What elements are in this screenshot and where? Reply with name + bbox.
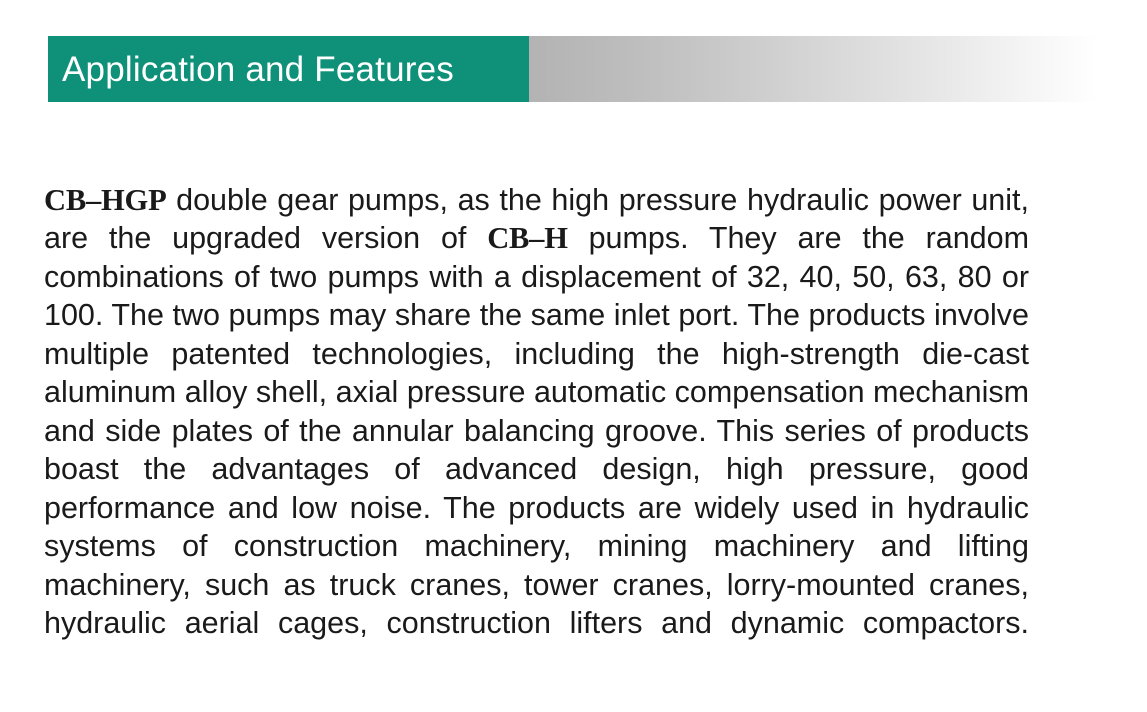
product-code: CB–H <box>487 221 568 255</box>
section-title-box <box>48 36 529 102</box>
body-content <box>44 150 1029 712</box>
header-gradient-bar <box>529 36 1098 102</box>
section-header-band <box>48 36 1098 102</box>
product-code: CB–HGP <box>44 182 167 217</box>
description-paragraph: CB–HGP double gear pumps, as the high pressure hydraulic power unit, are the upgraded version of CB–H pumps. They are the random combinations of two pumps with a displacement of 32, 40, 50, 63, 80 or 100. The two pumps may share the same inlet port. The products involve multiple patented technologies, including the high-strength die-cast aluminum alloy shell, axial pressure automatic compensation mechanism and side plates of the annular balancing groove. This series of products boast the advantages of advanced design, high pressure, good performance and low noise. The products are widely used in hydraulic systems of construction machinery, mining machinery and lifting machinery, such as truck cranes, tower cranes, lorry-mounted cranes, hydraulic aerial cages, construction lifters and dynamic compactors. <box>44 182 1029 640</box>
section-title: Application and Features <box>62 49 454 89</box>
